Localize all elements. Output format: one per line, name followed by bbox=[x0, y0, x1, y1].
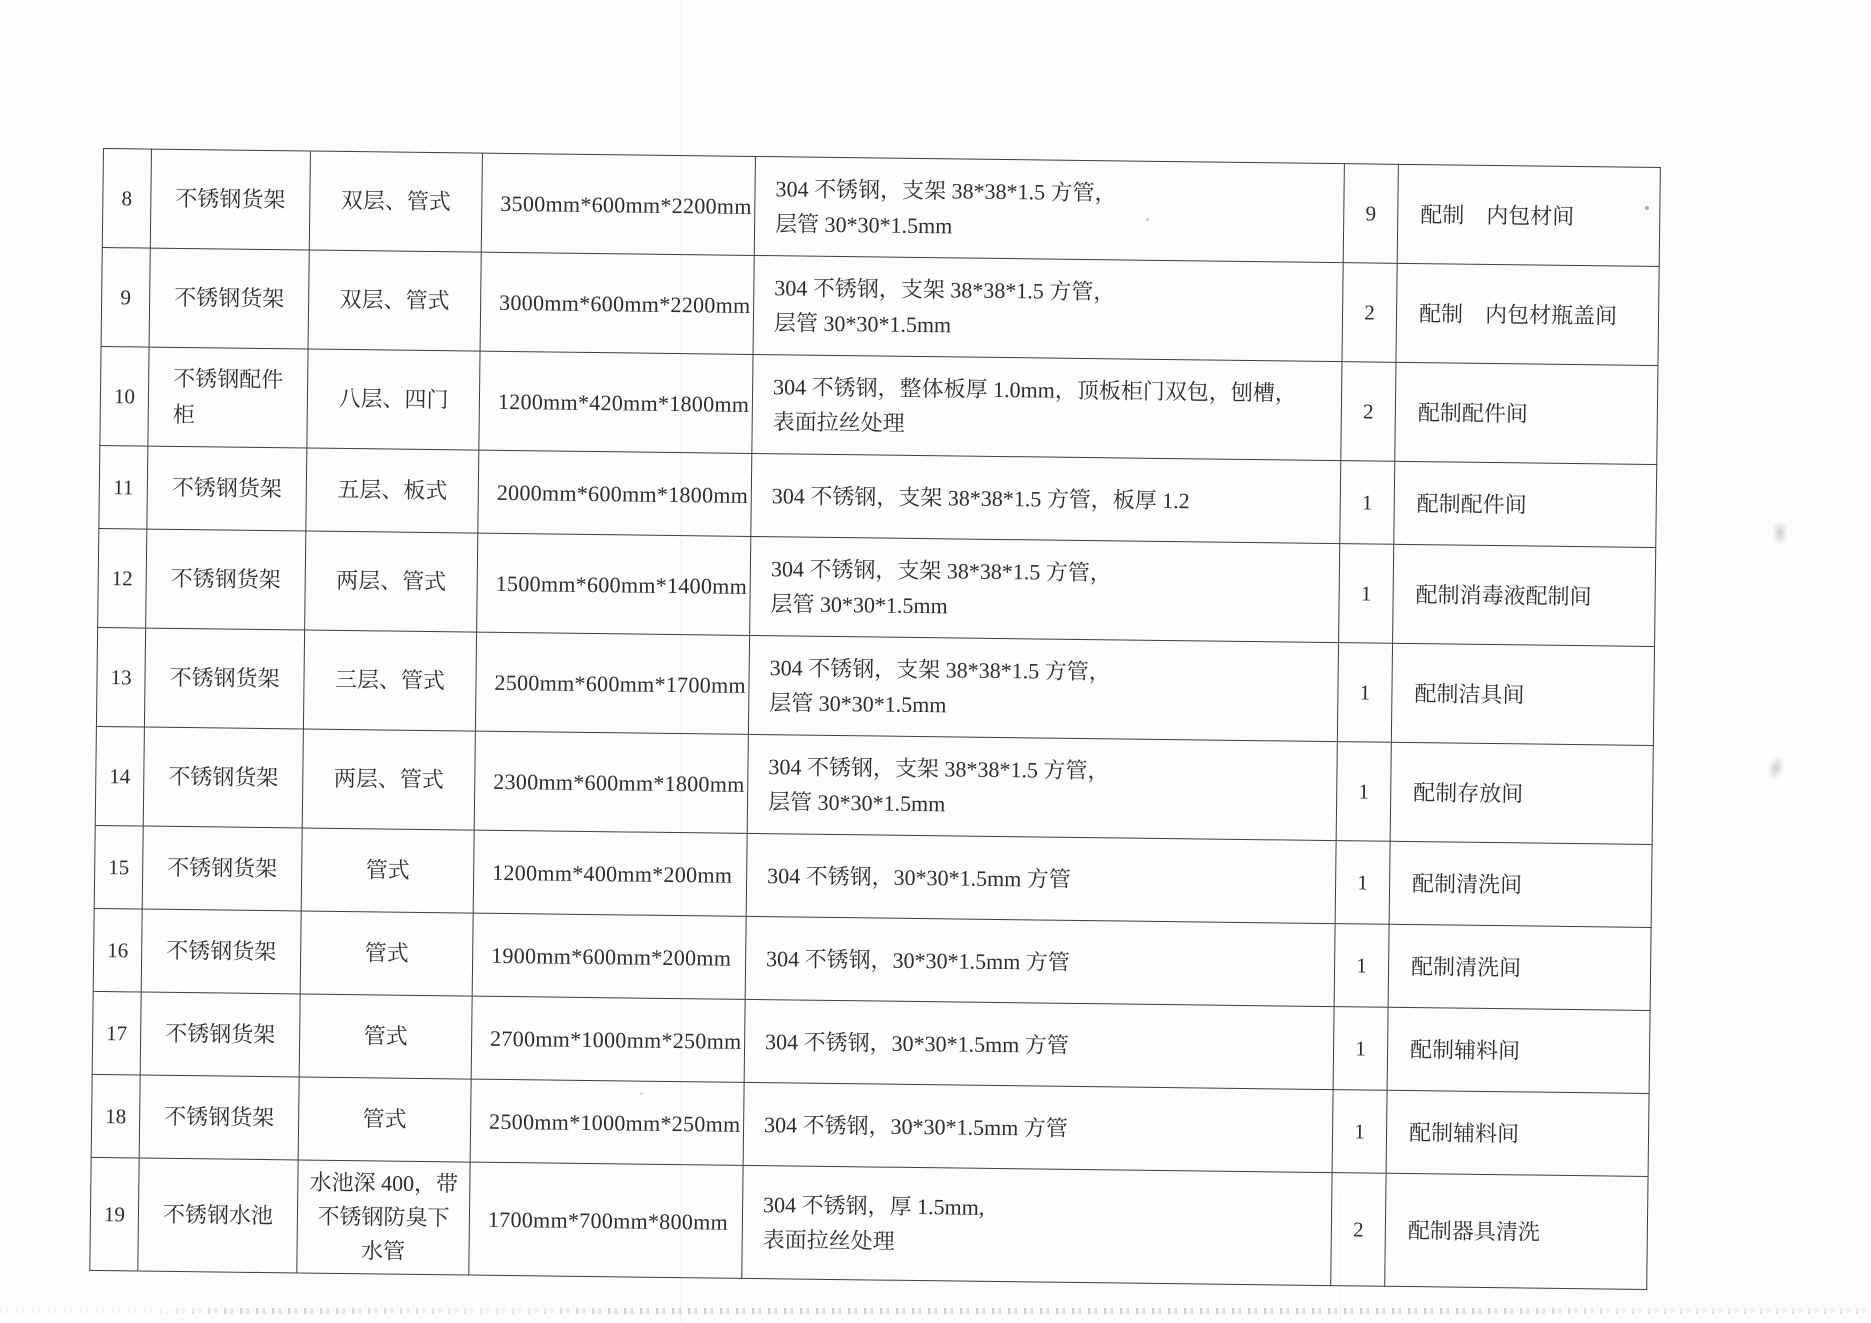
item-description: 304 不锈钢，支架 38*38*1.5 方管， 层管 30*30*1.5mm bbox=[748, 635, 1338, 741]
item-type: 水池深 400，带 不锈钢防臭下 水管 bbox=[297, 1160, 470, 1275]
scanner-edge-band-mask bbox=[0, 1306, 1871, 1316]
item-quantity: 1 bbox=[1332, 1090, 1387, 1174]
item-type: 五层、板式 bbox=[306, 448, 479, 533]
row-number: 15 bbox=[94, 825, 143, 909]
row-number: 12 bbox=[98, 528, 147, 628]
table-row bbox=[95, 726, 1653, 844]
item-dimensions: 1900mm*600mm*200mm bbox=[472, 913, 746, 999]
item-description: 304 不锈钢，厚 1.5mm, 表面拉丝处理 bbox=[742, 1165, 1332, 1285]
row-number: 9 bbox=[101, 247, 150, 347]
item-quantity: 1 bbox=[1337, 643, 1392, 743]
table-row bbox=[96, 627, 1654, 745]
item-dimensions: 2300mm*600mm*1800mm bbox=[474, 731, 748, 833]
item-name: 不锈钢货架 bbox=[140, 992, 300, 1077]
item-description: 304 不锈钢，支架 38*38*1.5 方管，板厚 1.2 bbox=[751, 453, 1341, 543]
row-number: 17 bbox=[92, 991, 141, 1075]
item-type: 双层、管式 bbox=[308, 250, 481, 351]
scan-smudge bbox=[1772, 520, 1788, 546]
item-dimensions: 1200mm*420mm*1800mm bbox=[479, 351, 753, 453]
item-description: 304 不锈钢，30*30*1.5mm 方管 bbox=[745, 916, 1335, 1006]
item-location: 配制 内包材瓶盖间 bbox=[1396, 263, 1659, 365]
item-name: 不锈钢水池 bbox=[138, 1158, 298, 1273]
item-location: 配制器具清洗 bbox=[1385, 1173, 1648, 1289]
item-name: 不锈钢配件柜 bbox=[148, 347, 308, 448]
table-row bbox=[102, 149, 1660, 267]
item-quantity: 2 bbox=[1342, 263, 1397, 363]
item-type: 双层、管式 bbox=[309, 151, 482, 252]
item-type: 管式 bbox=[300, 911, 473, 996]
item-location: 配制 内包材间 bbox=[1397, 164, 1660, 266]
item-location: 配制消毒液配制间 bbox=[1393, 544, 1656, 646]
item-description: 304 不锈钢，30*30*1.5mm 方管 bbox=[743, 1082, 1333, 1172]
item-dimensions: 2500mm*1000mm*250mm bbox=[470, 1079, 744, 1165]
item-location: 配制清洗间 bbox=[1388, 924, 1651, 1010]
row-number: 11 bbox=[99, 445, 148, 529]
item-dimensions: 2500mm*600mm*1700mm bbox=[475, 632, 749, 734]
table-row bbox=[100, 346, 1658, 464]
item-location: 配制洁具间 bbox=[1391, 643, 1654, 745]
scan-speckle bbox=[1146, 218, 1149, 221]
scan-speckle bbox=[1645, 206, 1649, 210]
item-description: 304 不锈钢，支架 38*38*1.5 方管， 层管 30*30*1.5mm bbox=[753, 255, 1343, 361]
item-type: 两层、管式 bbox=[302, 729, 475, 830]
item-description: 304 不锈钢，支架 38*38*1.5 方管， 层管 30*30*1.5mm bbox=[754, 156, 1344, 262]
item-type: 八层、四门 bbox=[307, 349, 480, 450]
item-type: 三层、管式 bbox=[303, 630, 476, 731]
item-description: 304 不锈钢，30*30*1.5mm 方管 bbox=[746, 833, 1336, 923]
item-description: 304 不锈钢，整体板厚 1.0mm，顶板柜门双包，刨槽， 表面拉丝处理 bbox=[752, 354, 1342, 460]
item-name: 不锈钢货架 bbox=[146, 529, 306, 630]
row-number: 8 bbox=[102, 149, 151, 249]
item-dimensions: 3000mm*600mm*2200mm bbox=[480, 252, 754, 354]
row-number: 10 bbox=[100, 346, 149, 446]
item-description: 304 不锈钢，支架 38*38*1.5 方管， 层管 30*30*1.5mm bbox=[750, 536, 1340, 642]
item-quantity: 1 bbox=[1335, 841, 1390, 925]
item-type: 两层、管式 bbox=[305, 531, 478, 632]
equipment-table bbox=[89, 148, 1661, 1290]
item-location: 配制辅料间 bbox=[1386, 1090, 1649, 1176]
item-quantity: 2 bbox=[1331, 1173, 1386, 1287]
item-type: 管式 bbox=[299, 994, 472, 1079]
item-quantity: 2 bbox=[1341, 362, 1396, 462]
item-name: 不锈钢货架 bbox=[141, 909, 301, 994]
scan-smudge bbox=[1764, 753, 1788, 783]
item-name: 不锈钢货架 bbox=[147, 446, 307, 531]
item-name: 不锈钢货架 bbox=[149, 248, 309, 349]
row-number: 14 bbox=[95, 726, 144, 826]
item-name: 不锈钢货架 bbox=[139, 1075, 299, 1160]
item-quantity: 1 bbox=[1339, 544, 1394, 644]
item-description: 304 不锈钢，支架 38*38*1.5 方管， 层管 30*30*1.5mm bbox=[747, 734, 1337, 840]
item-location: 配制辅料间 bbox=[1387, 1007, 1650, 1093]
item-location: 配制存放间 bbox=[1390, 742, 1653, 844]
item-type: 管式 bbox=[298, 1077, 471, 1162]
item-name: 不锈钢货架 bbox=[144, 628, 304, 729]
item-dimensions: 1700mm*700mm*800mm bbox=[469, 1162, 743, 1278]
scan-speckle bbox=[1058, 194, 1061, 197]
item-dimensions: 1500mm*600mm*1400mm bbox=[477, 533, 751, 635]
item-location: 配制配件间 bbox=[1394, 461, 1657, 547]
item-name: 不锈钢货架 bbox=[142, 826, 302, 911]
item-dimensions: 2700mm*1000mm*250mm bbox=[471, 996, 745, 1082]
row-number: 18 bbox=[91, 1074, 140, 1158]
row-number: 13 bbox=[96, 627, 145, 727]
item-name: 不锈钢货架 bbox=[143, 727, 303, 828]
item-dimensions: 3500mm*600mm*2200mm bbox=[481, 153, 755, 255]
equipment-list-table bbox=[89, 148, 1661, 1290]
scan-speckle bbox=[640, 1092, 643, 1095]
table-row bbox=[101, 247, 1659, 365]
item-description: 304 不锈钢，30*30*1.5mm 方管 bbox=[744, 999, 1334, 1089]
item-dimensions: 2000mm*600mm*1800mm bbox=[478, 450, 752, 536]
item-location: 配制清洗间 bbox=[1389, 841, 1652, 927]
item-quantity: 9 bbox=[1343, 164, 1398, 264]
item-quantity: 1 bbox=[1336, 742, 1391, 842]
item-quantity: 1 bbox=[1334, 924, 1389, 1008]
item-name: 不锈钢货架 bbox=[150, 149, 310, 250]
row-number: 19 bbox=[90, 1157, 139, 1271]
table-row bbox=[98, 528, 1656, 646]
item-quantity: 1 bbox=[1333, 1007, 1388, 1091]
item-quantity: 1 bbox=[1340, 461, 1395, 545]
item-type: 管式 bbox=[301, 828, 474, 913]
row-number: 16 bbox=[93, 908, 142, 992]
item-location: 配制配件间 bbox=[1395, 362, 1658, 464]
item-dimensions: 1200mm*400mm*200mm bbox=[473, 830, 747, 916]
table-row bbox=[90, 1157, 1648, 1289]
